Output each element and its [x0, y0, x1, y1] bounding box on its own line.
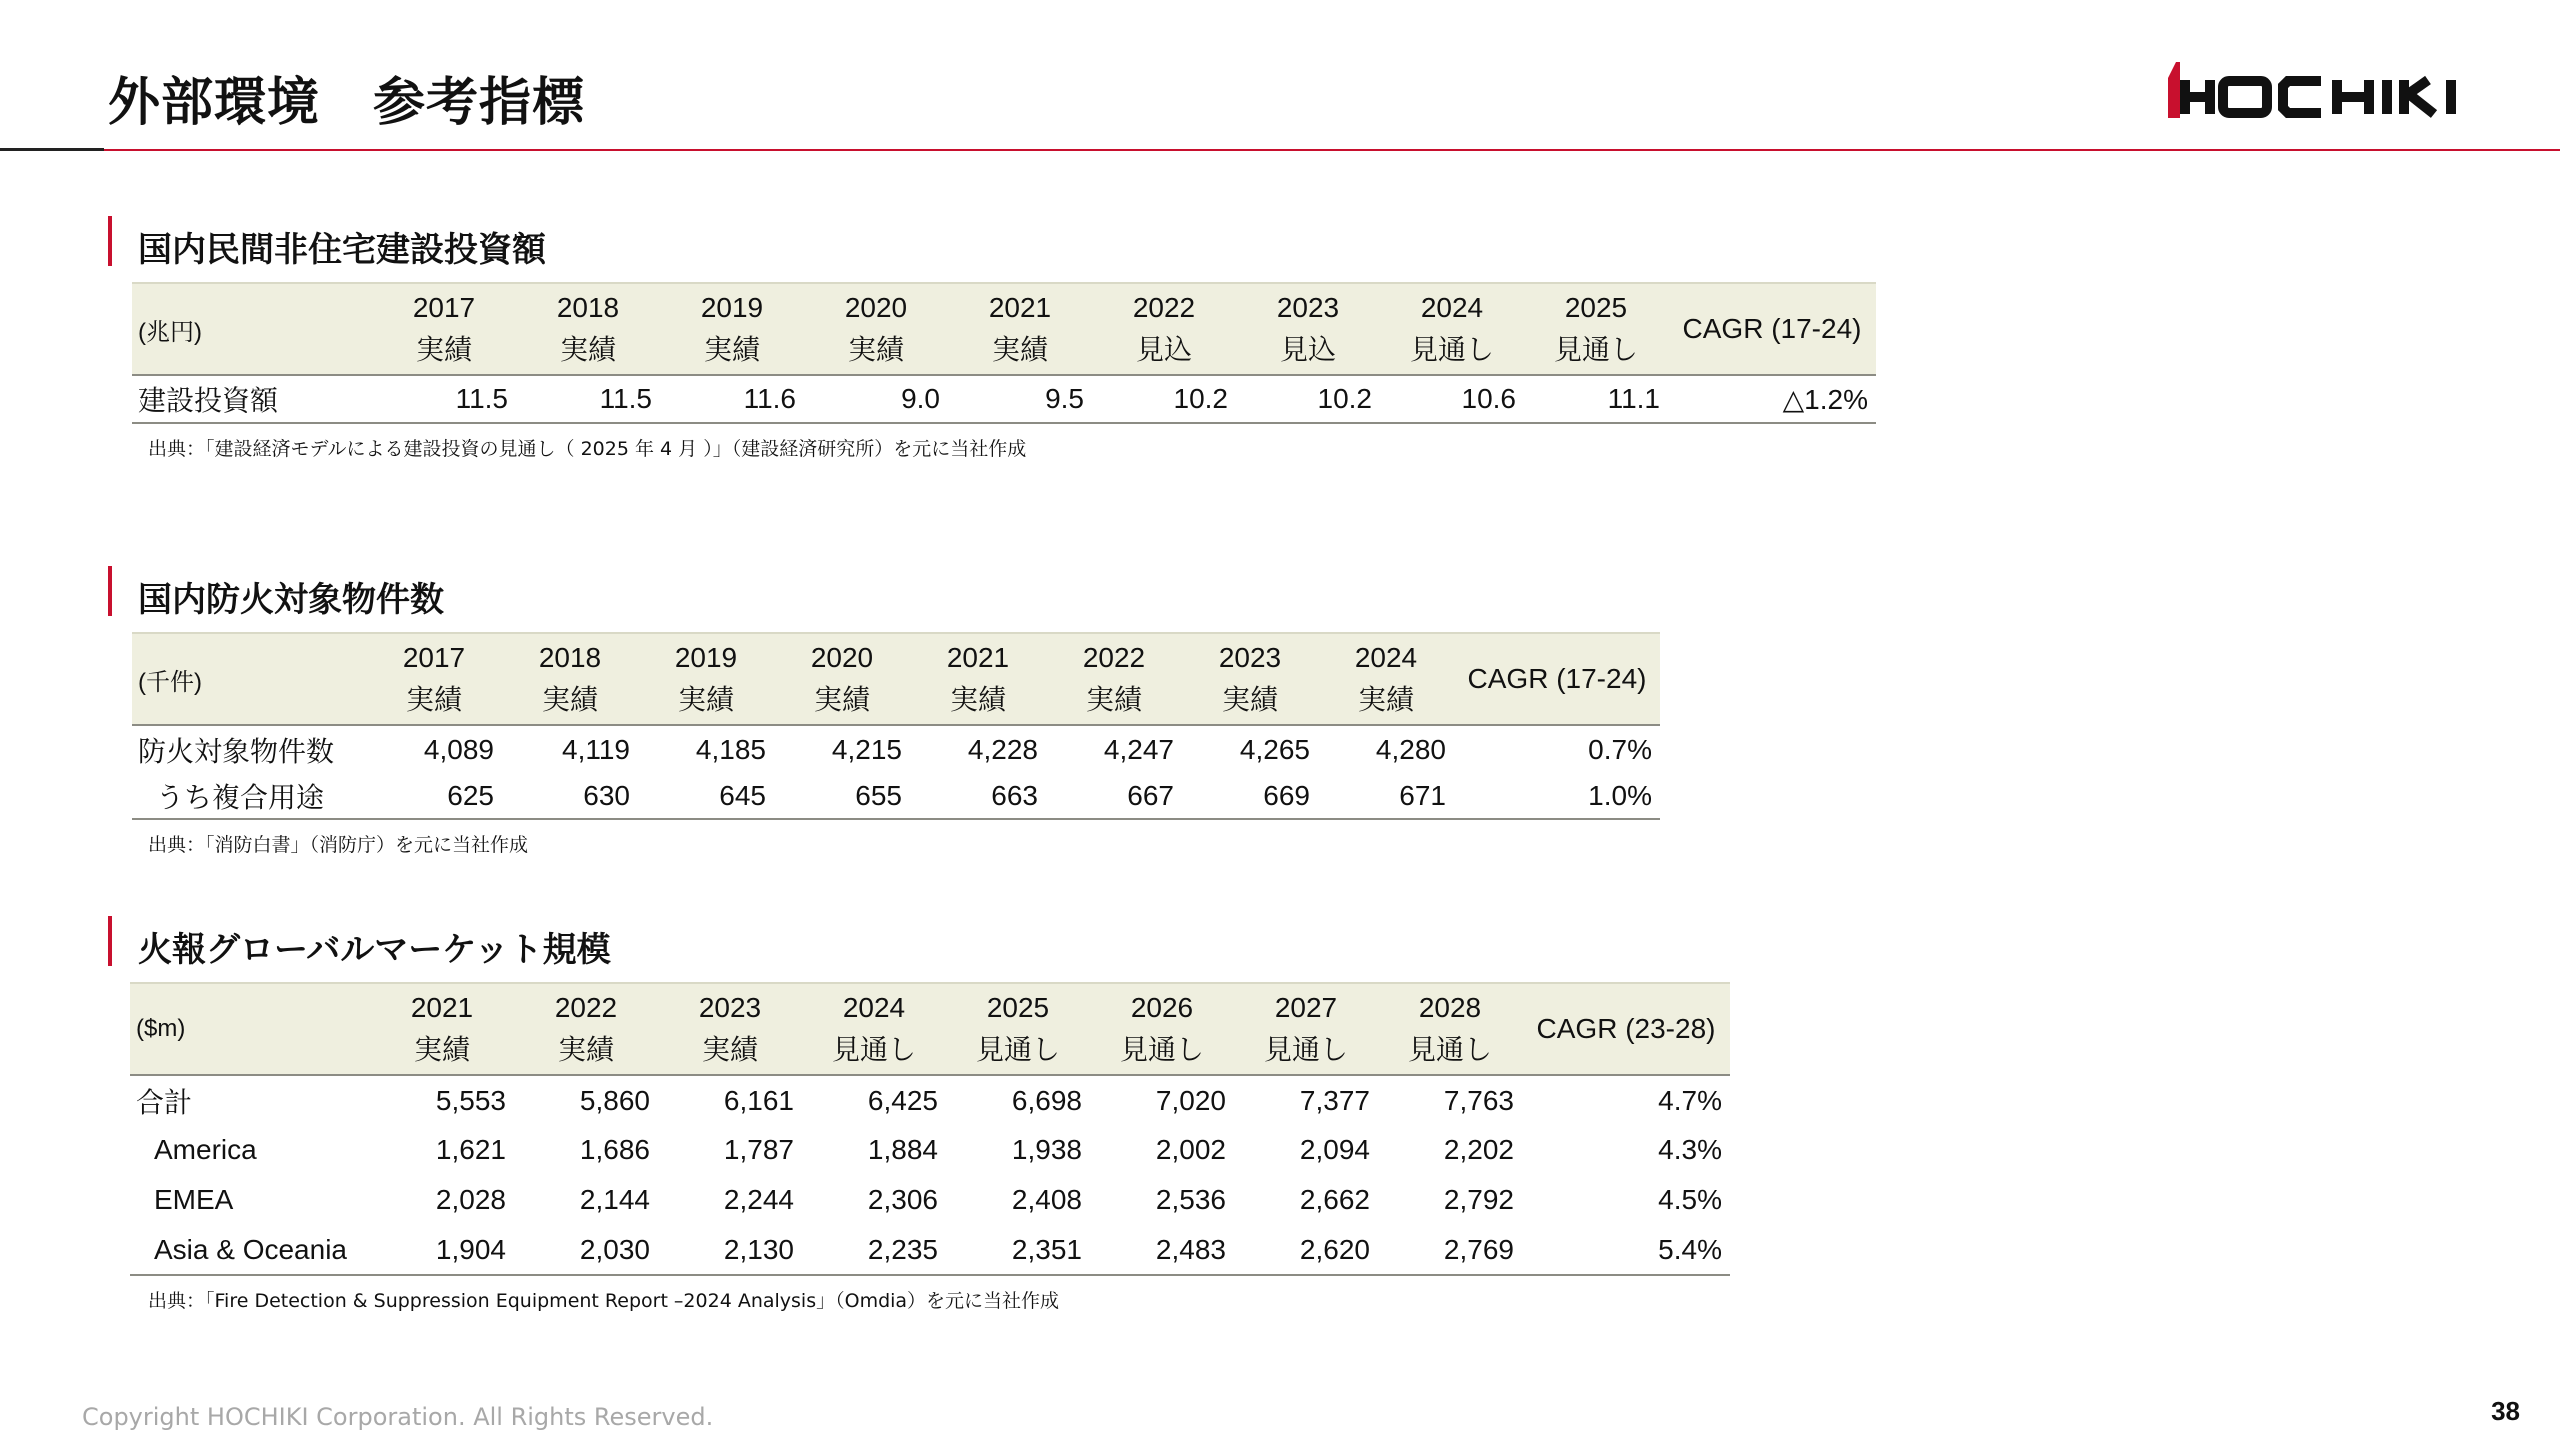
row-label: EMEA [154, 1184, 234, 1215]
year-header: 2027 見通し [1234, 983, 1378, 1075]
year-header: 2022 実績 [514, 983, 658, 1075]
cagr-value: 0.7% [1588, 733, 1652, 765]
year-header: 2019 実績 [660, 283, 804, 375]
cell-value: 6,425 [867, 1084, 938, 1116]
section-construction-investment [108, 216, 1876, 461]
cell-value: 4,119 [562, 733, 630, 765]
year-header: 2024 実績 [1318, 633, 1454, 725]
unit-label: (兆円) [132, 283, 372, 375]
cell-value: 4,185 [695, 733, 766, 765]
global-market-table [130, 982, 1730, 1276]
row-label: 防火対象物件数 [138, 735, 335, 767]
unit-label: (千件) [132, 633, 366, 725]
cell-value: 2,769 [1378, 1225, 1522, 1275]
copyright-notice: Copyright HOCHIKI Corporation. All Rights Reserved. [82, 1403, 714, 1431]
year-header: 2026 見通し [1090, 983, 1234, 1075]
cell-value: 2,792 [1443, 1184, 1514, 1215]
year-header: 2028 見通し [1378, 983, 1522, 1075]
year-header: 2017 実績 [372, 283, 516, 375]
title-rule-red [104, 149, 2560, 151]
cell-value: 669 [1182, 773, 1318, 819]
year-header: 2020 実績 [804, 283, 948, 375]
cell-value: 2,351 [946, 1225, 1090, 1275]
year-header: 2025 見通し [946, 983, 1090, 1075]
table-row [130, 1175, 1730, 1225]
table-row [130, 1225, 1730, 1275]
page-number: 38 [2491, 1396, 2520, 1426]
cell-value: 7,020 [1155, 1084, 1226, 1116]
section-accent-bar [108, 566, 112, 616]
cell-value: 2,144 [579, 1184, 650, 1215]
cell-value: 1,884 [867, 1134, 938, 1165]
cell-value: 2,030 [514, 1225, 658, 1275]
cell-value: 2,483 [1090, 1225, 1234, 1275]
section-title: 国内防火対象物件数 [138, 580, 444, 620]
source-note: 出典：「建設経済モデルによる建設投資の見通し（ 2025 年 4 月 ）」（建設経済研究所）を元に当社作成 [148, 438, 1027, 460]
year-header: 2018 実績 [502, 633, 638, 725]
cell-value: 2,094 [1299, 1134, 1370, 1165]
cell-value: 4,265 [1239, 733, 1310, 765]
cell-value: 671 [1318, 773, 1454, 819]
cell-value: 2,536 [1155, 1184, 1226, 1215]
cell-value: 630 [502, 773, 638, 819]
year-header: 2018 実績 [516, 283, 660, 375]
source-note: 出典：「Fire Detection & Suppression Equipment Report –2024 Analysis」（Omdia）を元に当社作成 [148, 1290, 1060, 1312]
cell-value: 4,247 [1103, 733, 1174, 765]
year-header: 2022 見込 [1092, 283, 1236, 375]
title-rule-dark [0, 148, 104, 151]
cell-value: 2,130 [658, 1225, 802, 1275]
section-global-fire-alarm-market [108, 916, 1730, 1313]
row-label: うち複合用途 [132, 773, 366, 819]
cell-value: 6,698 [1011, 1084, 1082, 1116]
year-header: 2024 見通し [802, 983, 946, 1075]
cell-value: 11.1 [1524, 375, 1668, 423]
table-row [130, 1075, 1730, 1125]
cell-value: 2,002 [1155, 1134, 1226, 1165]
cell-value: 10.2 [1092, 375, 1236, 423]
cell-value: 1,904 [370, 1225, 514, 1275]
cagr-header: CAGR (17-24) [1668, 283, 1876, 375]
cell-value: 10.2 [1236, 375, 1380, 423]
row-label: Asia & Oceania [130, 1225, 370, 1275]
cagr-value: △1.2% [1668, 375, 1876, 423]
cell-value: 11.5 [372, 375, 516, 423]
construction-investment-table [132, 282, 1876, 424]
year-header: 2024 見通し [1380, 283, 1524, 375]
cell-value: 667 [1046, 773, 1182, 819]
table-row [132, 773, 1660, 819]
row-label: 建設投資額 [132, 375, 372, 423]
cagr-value: 4.5% [1658, 1184, 1722, 1215]
table-row [132, 375, 1876, 423]
cagr-value: 4.3% [1658, 1134, 1722, 1165]
row-label: 合計 [136, 1086, 193, 1118]
cell-value: 655 [774, 773, 910, 819]
cell-value: 10.6 [1380, 375, 1524, 423]
section-fire-protection-properties [108, 566, 1660, 857]
unit-label: ($m) [130, 983, 370, 1075]
year-header: 2023 実績 [658, 983, 802, 1075]
cagr-value: 1.0% [1454, 773, 1660, 819]
fire-protection-table [132, 632, 1660, 820]
year-header: 2023 見込 [1236, 283, 1380, 375]
hochiki-logo [2166, 58, 2512, 120]
cell-value: 663 [910, 773, 1046, 819]
cell-value: 2,244 [723, 1184, 794, 1215]
year-header: 2020 実績 [774, 633, 910, 725]
cell-value: 2,408 [1011, 1184, 1082, 1215]
year-header: 2021 実績 [910, 633, 1046, 725]
cell-value: 625 [366, 773, 502, 819]
section-title: 国内民間非住宅建設投資額 [138, 230, 546, 270]
year-header: 2021 実績 [370, 983, 514, 1075]
cagr-value: 5.4% [1522, 1225, 1730, 1275]
cell-value: 7,763 [1443, 1084, 1514, 1116]
cagr-value: 4.7% [1658, 1084, 1722, 1116]
cell-value: 5,860 [579, 1084, 650, 1116]
table-header-row [130, 983, 1730, 1075]
table-header-row [132, 633, 1660, 725]
cell-value: 645 [638, 773, 774, 819]
cagr-header: CAGR (17-24) [1454, 633, 1660, 725]
row-label: America [154, 1134, 257, 1165]
page-title: 外部環境 参考指標 [108, 73, 586, 133]
section-title: 火報グローバルマーケット規模 [138, 930, 611, 970]
cell-value: 5,553 [435, 1084, 506, 1116]
cell-value: 9.5 [948, 375, 1092, 423]
year-header: 2022 実績 [1046, 633, 1182, 725]
cell-value: 2,202 [1443, 1134, 1514, 1165]
section-accent-bar [108, 916, 112, 966]
source-note: 出典：「消防白書」（消防庁）を元に当社作成 [148, 834, 529, 856]
table-row [130, 1125, 1730, 1175]
year-header: 2025 見通し [1524, 283, 1668, 375]
cell-value: 9.0 [804, 375, 948, 423]
year-header: 2021 実績 [948, 283, 1092, 375]
cell-value: 2,620 [1234, 1225, 1378, 1275]
cell-value: 4,215 [831, 733, 902, 765]
year-header: 2023 実績 [1182, 633, 1318, 725]
cell-value: 2,028 [435, 1184, 506, 1215]
cell-value: 1,787 [723, 1134, 794, 1165]
cell-value: 11.6 [660, 375, 804, 423]
cell-value: 2,235 [802, 1225, 946, 1275]
year-header: 2019 実績 [638, 633, 774, 725]
cell-value: 4,228 [967, 733, 1038, 765]
cell-value: 1,686 [579, 1134, 650, 1165]
table-header-row [132, 283, 1876, 375]
table-row [132, 725, 1660, 773]
cagr-header: CAGR (23-28) [1522, 983, 1730, 1075]
cell-value: 4,280 [1375, 733, 1446, 765]
cell-value: 6,161 [723, 1084, 794, 1116]
cell-value: 11.5 [516, 375, 660, 423]
cell-value: 2,306 [867, 1184, 938, 1215]
cell-value: 4,089 [423, 733, 494, 765]
section-accent-bar [108, 216, 112, 266]
cell-value: 1,621 [435, 1134, 506, 1165]
cell-value: 2,662 [1299, 1184, 1370, 1215]
cell-value: 7,377 [1299, 1084, 1370, 1116]
cell-value: 1,938 [1011, 1134, 1082, 1165]
year-header: 2017 実績 [366, 633, 502, 725]
